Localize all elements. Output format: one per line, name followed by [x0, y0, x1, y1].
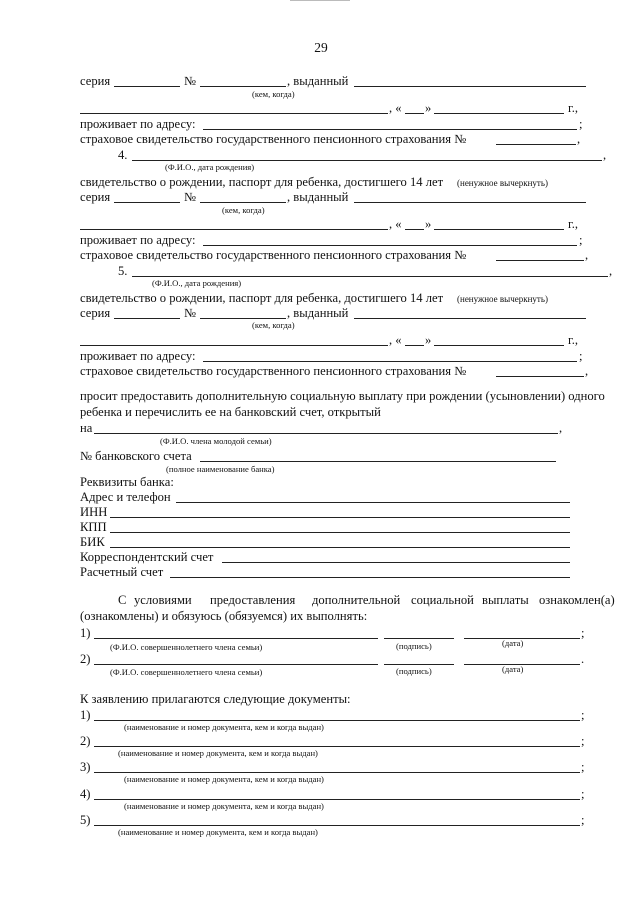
bank-name-field[interactable] — [94, 433, 558, 434]
issued-label: , выданный — [287, 74, 349, 88]
account-label: № банковского счета — [80, 449, 192, 463]
signer-1-fio-field[interactable] — [94, 638, 378, 639]
document-5-number: 5) — [80, 813, 91, 827]
address-label: проживает по адресу: — [80, 233, 196, 247]
address-label: проживает по адресу: — [80, 117, 196, 131]
person-4-number: 4. — [118, 148, 128, 162]
document-2-end: ; — [581, 734, 585, 748]
document-caption: (наименование и номер документа, кем и когда выдан) — [124, 774, 324, 784]
signer-1-fio-caption: (Ф.И.О. совершеннолетнего члена семьи) — [110, 642, 263, 652]
document-3-field[interactable] — [94, 772, 580, 773]
document-5-field[interactable] — [94, 825, 580, 826]
signer-2-signature-caption: (подпись) — [396, 666, 432, 676]
who-when-caption: (кем, когда) — [252, 320, 295, 330]
document-1-field[interactable] — [94, 720, 580, 721]
month-year-field[interactable] — [434, 113, 564, 114]
consent-word: ознакомлен(а) — [539, 593, 615, 607]
insurance-field[interactable] — [496, 376, 584, 377]
document-1-number: 1) — [80, 708, 91, 722]
number-label: № — [184, 306, 197, 320]
signer-1-number: 1) — [80, 626, 91, 640]
insurance-end: , — [585, 364, 589, 378]
insurance-label: страховое свидетельство государственного пенсионного страхования № — [80, 364, 467, 378]
document-caption: (наименование и номер документа, кем и когда выдан) — [118, 827, 318, 837]
year-label: г., — [568, 101, 579, 115]
series-field[interactable] — [114, 86, 180, 87]
consent-word: С — [118, 593, 127, 607]
address-end: ; — [579, 349, 583, 363]
corr-account-label: Корреспондентский счет — [80, 550, 214, 564]
corr-account-field[interactable] — [222, 562, 570, 563]
documents-title: К заявлению прилагаются следующие документы: — [80, 692, 351, 706]
who-when-caption: (кем, когда) — [222, 205, 265, 215]
request-text-line-2: ребенка и перечислить ее на банковский счет, открытый — [80, 405, 381, 419]
consent-word: дополнительной — [312, 593, 401, 607]
person-5-number: 5. — [118, 264, 128, 278]
day-field[interactable] — [405, 229, 424, 230]
day-open: , « — [389, 217, 402, 231]
issued-field-cont[interactable] — [80, 229, 388, 230]
day-close: » — [425, 333, 432, 347]
kpp-label: КПП — [80, 520, 107, 534]
signer-1-end: ; — [581, 626, 585, 640]
document-caption: (наименование и номер документа, кем и когда выдан) — [124, 722, 324, 732]
day-field[interactable] — [405, 345, 424, 346]
consent-word: выплаты — [482, 593, 529, 607]
document-1-end: ; — [581, 708, 585, 722]
year-label: г., — [568, 217, 579, 231]
issued-field[interactable] — [354, 202, 586, 203]
fio-dob-caption: (Ф.И.О., дата рождения) — [165, 162, 255, 172]
month-year-field[interactable] — [434, 345, 564, 346]
top-edge-mark — [290, 0, 350, 1]
series-field[interactable] — [114, 318, 180, 319]
person-5-fio-end: , — [609, 264, 613, 278]
address-phone-label: Адрес и телефон — [80, 490, 171, 504]
person-5-fio-field[interactable] — [132, 276, 608, 277]
document-2-number: 2) — [80, 734, 91, 748]
address-field[interactable] — [203, 361, 577, 362]
issued-field-cont[interactable] — [80, 113, 388, 114]
page-number: 29 — [314, 40, 328, 55]
insurance-label: страховое свидетельство государственного пенсионного страхования № — [80, 248, 467, 262]
cross-out-note: (ненужное вычеркнуть) — [457, 178, 548, 188]
document-4-number: 4) — [80, 787, 91, 801]
consent-word: условиями — [134, 593, 192, 607]
insurance-field[interactable] — [496, 144, 576, 145]
issued-label: , выданный — [287, 190, 349, 204]
member-fio-caption: (Ф.И.О. члена молодой семьи) — [160, 436, 272, 446]
signer-2-fio-caption: (Ф.И.О. совершеннолетнего члена семьи) — [110, 667, 263, 677]
day-close: » — [425, 217, 432, 231]
signer-1-signature-caption: (подпись) — [396, 641, 432, 651]
series-label: серия — [80, 190, 111, 204]
request-text-line-1: просит предоставить дополнительную социальную выплату при рождении (усыновлении) одного — [80, 389, 605, 403]
document-caption: (наименование и номер документа, кем и когда выдан) — [124, 801, 324, 811]
signer-1-signature-field[interactable] — [384, 638, 454, 639]
person-4-fio-field[interactable] — [132, 160, 602, 161]
series-label: серия — [80, 306, 111, 320]
year-label: г., — [568, 333, 579, 347]
fio-dob-caption: (Ф.И.О., дата рождения) — [152, 278, 242, 288]
document-3-end: ; — [581, 760, 585, 774]
day-open: , « — [389, 101, 402, 115]
birth-cert-label: свидетельство о рождении, паспорт для ребенка, достигшего 14 лет — [80, 291, 444, 305]
insurance-end: , — [577, 132, 581, 146]
number-label: № — [184, 190, 197, 204]
signer-2-end: . — [581, 652, 585, 666]
signer-2-date-caption: (дата) — [502, 664, 524, 674]
birth-cert-label: свидетельство о рождении, паспорт для ребенка, достигшего 14 лет — [80, 175, 444, 189]
cross-out-note: (ненужное вычеркнуть) — [457, 294, 548, 304]
month-year-field[interactable] — [434, 229, 564, 230]
issued-field-cont[interactable] — [80, 345, 388, 346]
document-caption: (наименование и номер документа, кем и когда выдан) — [118, 748, 318, 758]
day-field[interactable] — [405, 113, 424, 114]
issued-field[interactable] — [354, 318, 586, 319]
inn-label: ИНН — [80, 505, 108, 519]
number-field[interactable] — [200, 318, 286, 319]
account-field[interactable] — [200, 461, 556, 462]
number-field[interactable] — [200, 86, 286, 87]
signer-1-date-caption: (дата) — [502, 638, 524, 648]
signer-2-signature-field[interactable] — [384, 664, 454, 665]
person-4-fio-end: , — [603, 148, 607, 162]
address-field[interactable] — [203, 129, 577, 130]
signer-2-fio-field[interactable] — [94, 664, 378, 665]
number-label: № — [184, 74, 197, 88]
address-end: ; — [579, 233, 583, 247]
address-label: проживает по адресу: — [80, 349, 196, 363]
issued-label: , выданный — [287, 306, 349, 320]
address-phone-field[interactable] — [176, 502, 570, 503]
consent-text-line-2: (ознакомлены) и обязуюсь (обязуемся) их выполнять: — [80, 609, 368, 623]
bank-name-end: , — [559, 421, 563, 435]
document-4-field[interactable] — [94, 799, 580, 800]
inn-field[interactable] — [110, 517, 570, 518]
day-open: , « — [389, 333, 402, 347]
on-label: на — [80, 421, 93, 435]
settlement-account-field[interactable] — [170, 577, 570, 578]
address-end: ; — [579, 117, 583, 131]
bank-full-name-caption: (полное наименование банка) — [166, 464, 275, 474]
address-field[interactable] — [203, 245, 577, 246]
document-4-end: ; — [581, 787, 585, 801]
number-field[interactable] — [200, 202, 286, 203]
document-3-number: 3) — [80, 760, 91, 774]
settlement-account-label: Расчетный счет — [80, 565, 164, 579]
bik-label: БИК — [80, 535, 105, 549]
insurance-label: страховое свидетельство государственного пенсионного страхования № — [80, 132, 467, 146]
kpp-field[interactable] — [110, 532, 570, 533]
insurance-field[interactable] — [496, 260, 584, 261]
insurance-end: , — [585, 248, 589, 262]
signer-2-number: 2) — [80, 652, 91, 666]
series-label: серия — [80, 74, 111, 88]
who-when-caption: (кем, когда) — [252, 89, 295, 99]
consent-word: предоставления — [210, 593, 296, 607]
consent-word: социальной — [411, 593, 474, 607]
series-field[interactable] — [114, 202, 180, 203]
document-5-end: ; — [581, 813, 585, 827]
bik-field[interactable] — [110, 547, 570, 548]
issued-field[interactable] — [354, 86, 586, 87]
document-2-field[interactable] — [94, 746, 580, 747]
bank-details-title: Реквизиты банка: — [80, 475, 174, 489]
day-close: » — [425, 101, 432, 115]
